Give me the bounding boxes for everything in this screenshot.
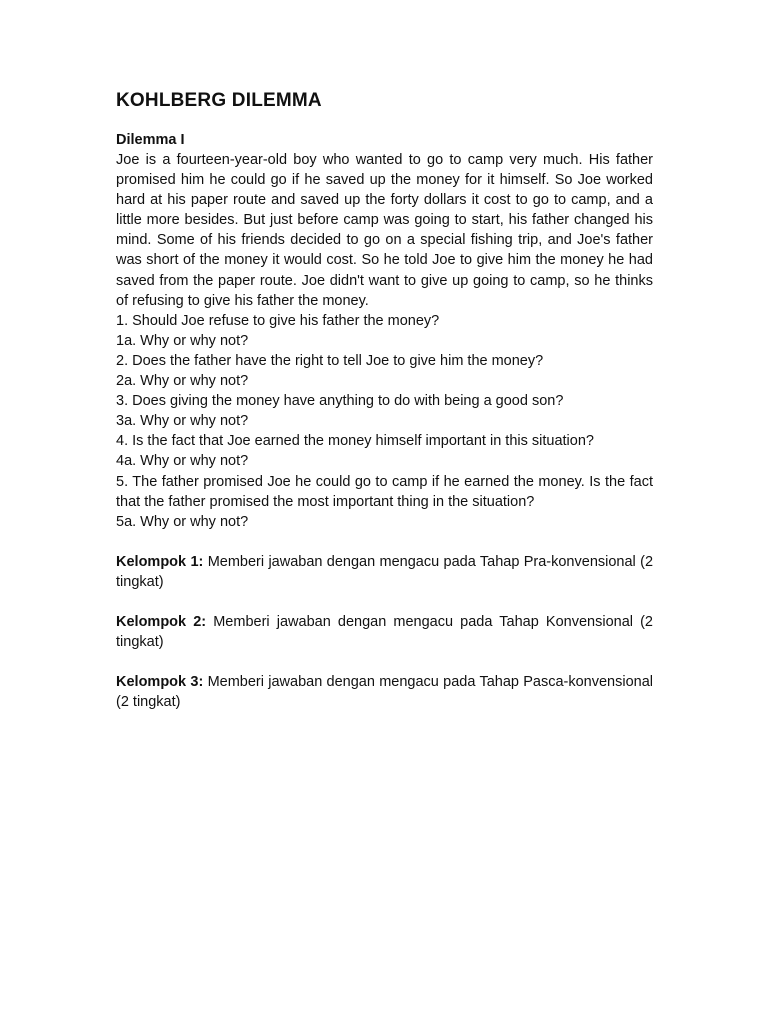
group-3-label: Kelompok 3: bbox=[116, 674, 204, 691]
group-3-text: Memberi jawaban dengan mengacu pada Tahap Pasca-konvensional (2 tingkat) bbox=[116, 674, 654, 711]
question-3: 3. Does giving the money have anything to do with being a good son? bbox=[116, 393, 564, 410]
question-2a: 2a. Why or why not? bbox=[116, 373, 249, 390]
question-2: 2. Does the father have the right to tell Joe to give him the money? bbox=[116, 352, 544, 369]
group-1-instruction bbox=[116, 552, 653, 592]
group-2-instruction bbox=[116, 612, 653, 652]
dilemma-heading: Dilemma I bbox=[116, 132, 185, 148]
question-4a: 4a. Why or why not? bbox=[116, 453, 249, 470]
group-1-label: Kelompok 1: bbox=[116, 553, 204, 570]
question-4: 4. Is the fact that Joe earned the money himself important in this situation? bbox=[116, 433, 594, 450]
question-1: 1. Should Joe refuse to give his father the money? bbox=[116, 312, 440, 329]
question-5: 5. The father promised Joe he could go to camp if he earned the money. Is the fact that the father promised the most important thing in the situation? bbox=[116, 473, 653, 510]
dilemma-story: Joe is a fourteen-year-old boy who wanted to go to camp very much. His father promised him he could go if he saved up the money for it himself. So Joe worked hard at his paper route and saved up the forty dollars it cost to go to camp, and a little more besides. But just before camp was going to start, his father changed his mind. Some of his friends decided to go on a special fishing trip, and Joe's father was short of the money it would cost. So he told Joe to give him the money he had saved from the paper route. Joe didn't want to give up going to camp, so he thinks of refusing to give his father the money. bbox=[116, 152, 653, 309]
document-title: KOHLBERG DILEMMA bbox=[116, 90, 322, 111]
question-3a: 3a. Why or why not? bbox=[116, 413, 249, 430]
group-1-text: Memberi jawaban dengan mengacu pada Tahap Pra-konvensional (2 tingkat) bbox=[116, 553, 654, 590]
question-list bbox=[116, 311, 653, 532]
group-2-text: Memberi jawaban dengan mengacu pada Tahap Konvensional (2 tingkat) bbox=[116, 613, 653, 651]
document-page bbox=[116, 88, 653, 712]
question-1a: 1a. Why or why not? bbox=[116, 332, 249, 349]
group-2-label: Kelompok 2: bbox=[116, 613, 207, 630]
question-5a: 5a. Why or why not? bbox=[116, 513, 249, 530]
group-3-instruction bbox=[116, 672, 653, 712]
